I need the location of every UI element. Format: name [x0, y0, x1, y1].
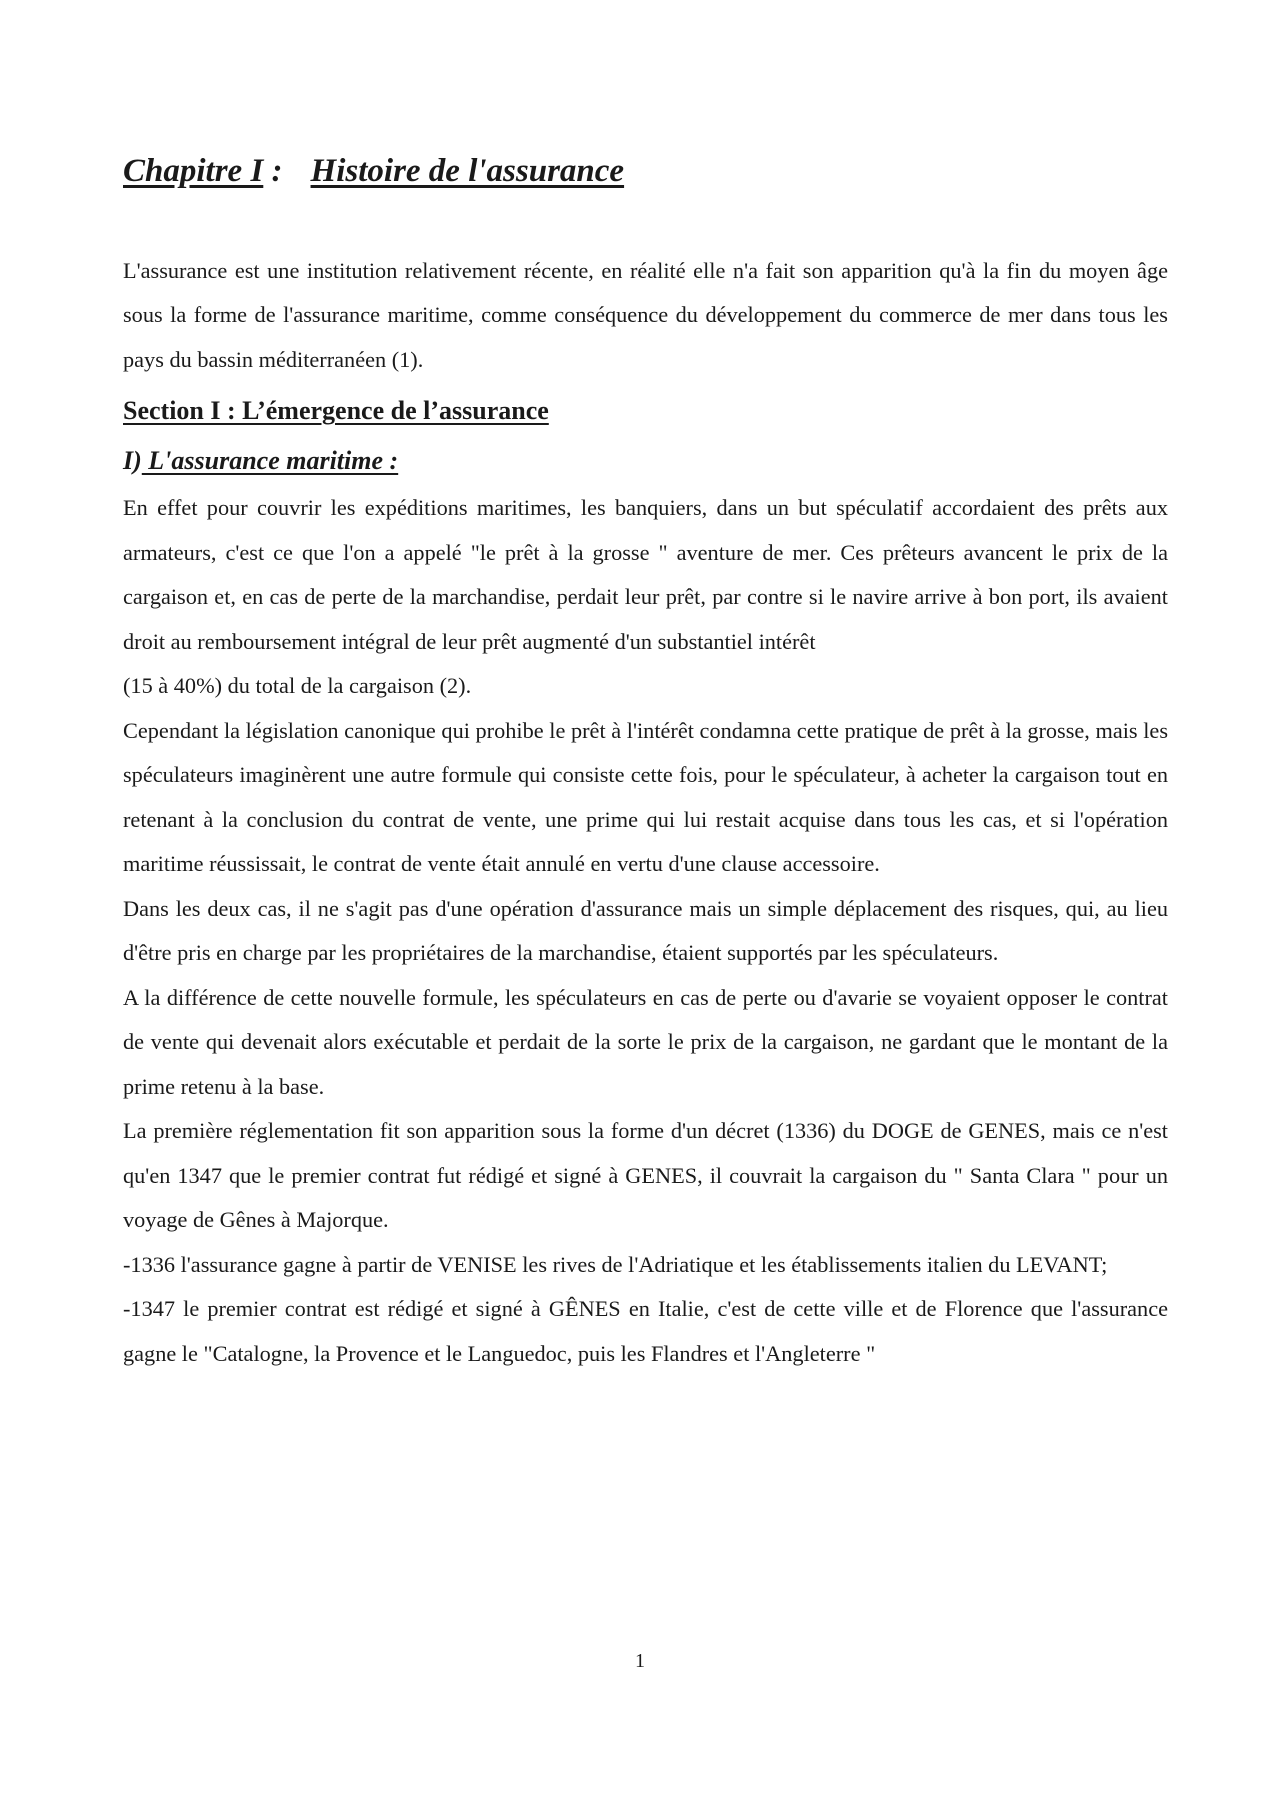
paragraph-reglementation: La première réglementation fit son apparition sous la forme d'un décret (1336) du DOGE de GENES, mais ce n'est qu'en 1347 que le premier contrat fut rédigé et signé à GENES, il couvrait la cargaison du " Santa Clara " pour un voyage de Gênes à Majorque. [123, 1118, 1168, 1233]
chapter-heading [123, 150, 1168, 193]
paragraph-legislation: Cependant la législation canonique qui prohibe le prêt à l'intérêt condamna cette pratique de prêt à la grosse, mais les spéculateurs imaginèrent une autre formule qui consiste cette fois, pour le spéculateur, à acheter la cargaison tout en retenant à la conclusion du contrat de vente, une prime qui lui restait acquise dans tous les cas, et si l'opération maritime réussissait, le contrat de vente était annulé en vertu d'une clause accessoire. [123, 717, 1168, 877]
paragraph-1336: -1336 l'assurance gagne à partir de VENISE les rives de l'Adriatique et les établissements italien du LEVANT; [123, 1251, 1108, 1277]
paragraph-difference: A la différence de cette nouvelle formule, les spéculateurs en cas de perte ou d'avarie se voyaient opposer le contrat de vente qui devenait alors exécutable et perdait de la sorte le prix de la cargaison, ne gardant que le montant de la prime retenu à la base. [123, 984, 1168, 1099]
section-heading: Section I : L’émergence de l’assurance [123, 396, 549, 426]
chapter-title: Histoire de l'assurance [310, 153, 625, 189]
page-content [123, 150, 1168, 1376]
page-number: 1 [635, 1650, 645, 1672]
paragraph-deux-cas: Dans les deux cas, il ne s'agit pas d'une opération d'assurance mais un simple déplacement des risques, qui, au lieu d'être pris en charge par les propriétaires de la marchandise, étaient supportés par les spéculateurs. [123, 895, 1168, 966]
chapter-label: Chapitre I [123, 153, 264, 189]
subsection-heading [123, 436, 1168, 486]
paragraph-interest-rate: (15 à 40%) du total de la cargaison (2). [123, 673, 472, 699]
intro-paragraph: L'assurance est une institution relativement récente, en réalité elle n'a fait son apparition qu'à la fin du moyen âge sous la forme de l'assurance maritime, comme conséquence du développement du commerce de mer dans tous les pays du bassin méditerranéen (1). [123, 257, 1168, 372]
paragraph-1347: -1347 le premier contrat est rédigé et signé à GÊNES en Italie, c'est de cette ville et de Florence que l'assurance gagne le "Catalogne, la Provence et le Languedoc, puis les Flandres et l'Angleterre " [123, 1296, 1168, 1366]
chapter-colon: : [263, 153, 283, 189]
subsection-prefix: I) [123, 446, 142, 476]
subsection-title: L'assurance maritime : [141, 446, 399, 476]
paragraph-pret-a-la-grosse: En effet pour couvrir les expéditions maritimes, les banquiers, dans un but spéculatif accordaient des prêts aux armateurs, c'est ce que l'on a appelé "le prêt à la grosse " aventure de mer. Ces prêteurs avancent le prix de la cargaison et, en cas de perte de la marchandise, perdait leur prêt, par contre si le navire arrive à bon port, ils avaient droit au remboursement intégral de leur prêt augmenté d'un substantiel intérêt [123, 495, 1168, 654]
